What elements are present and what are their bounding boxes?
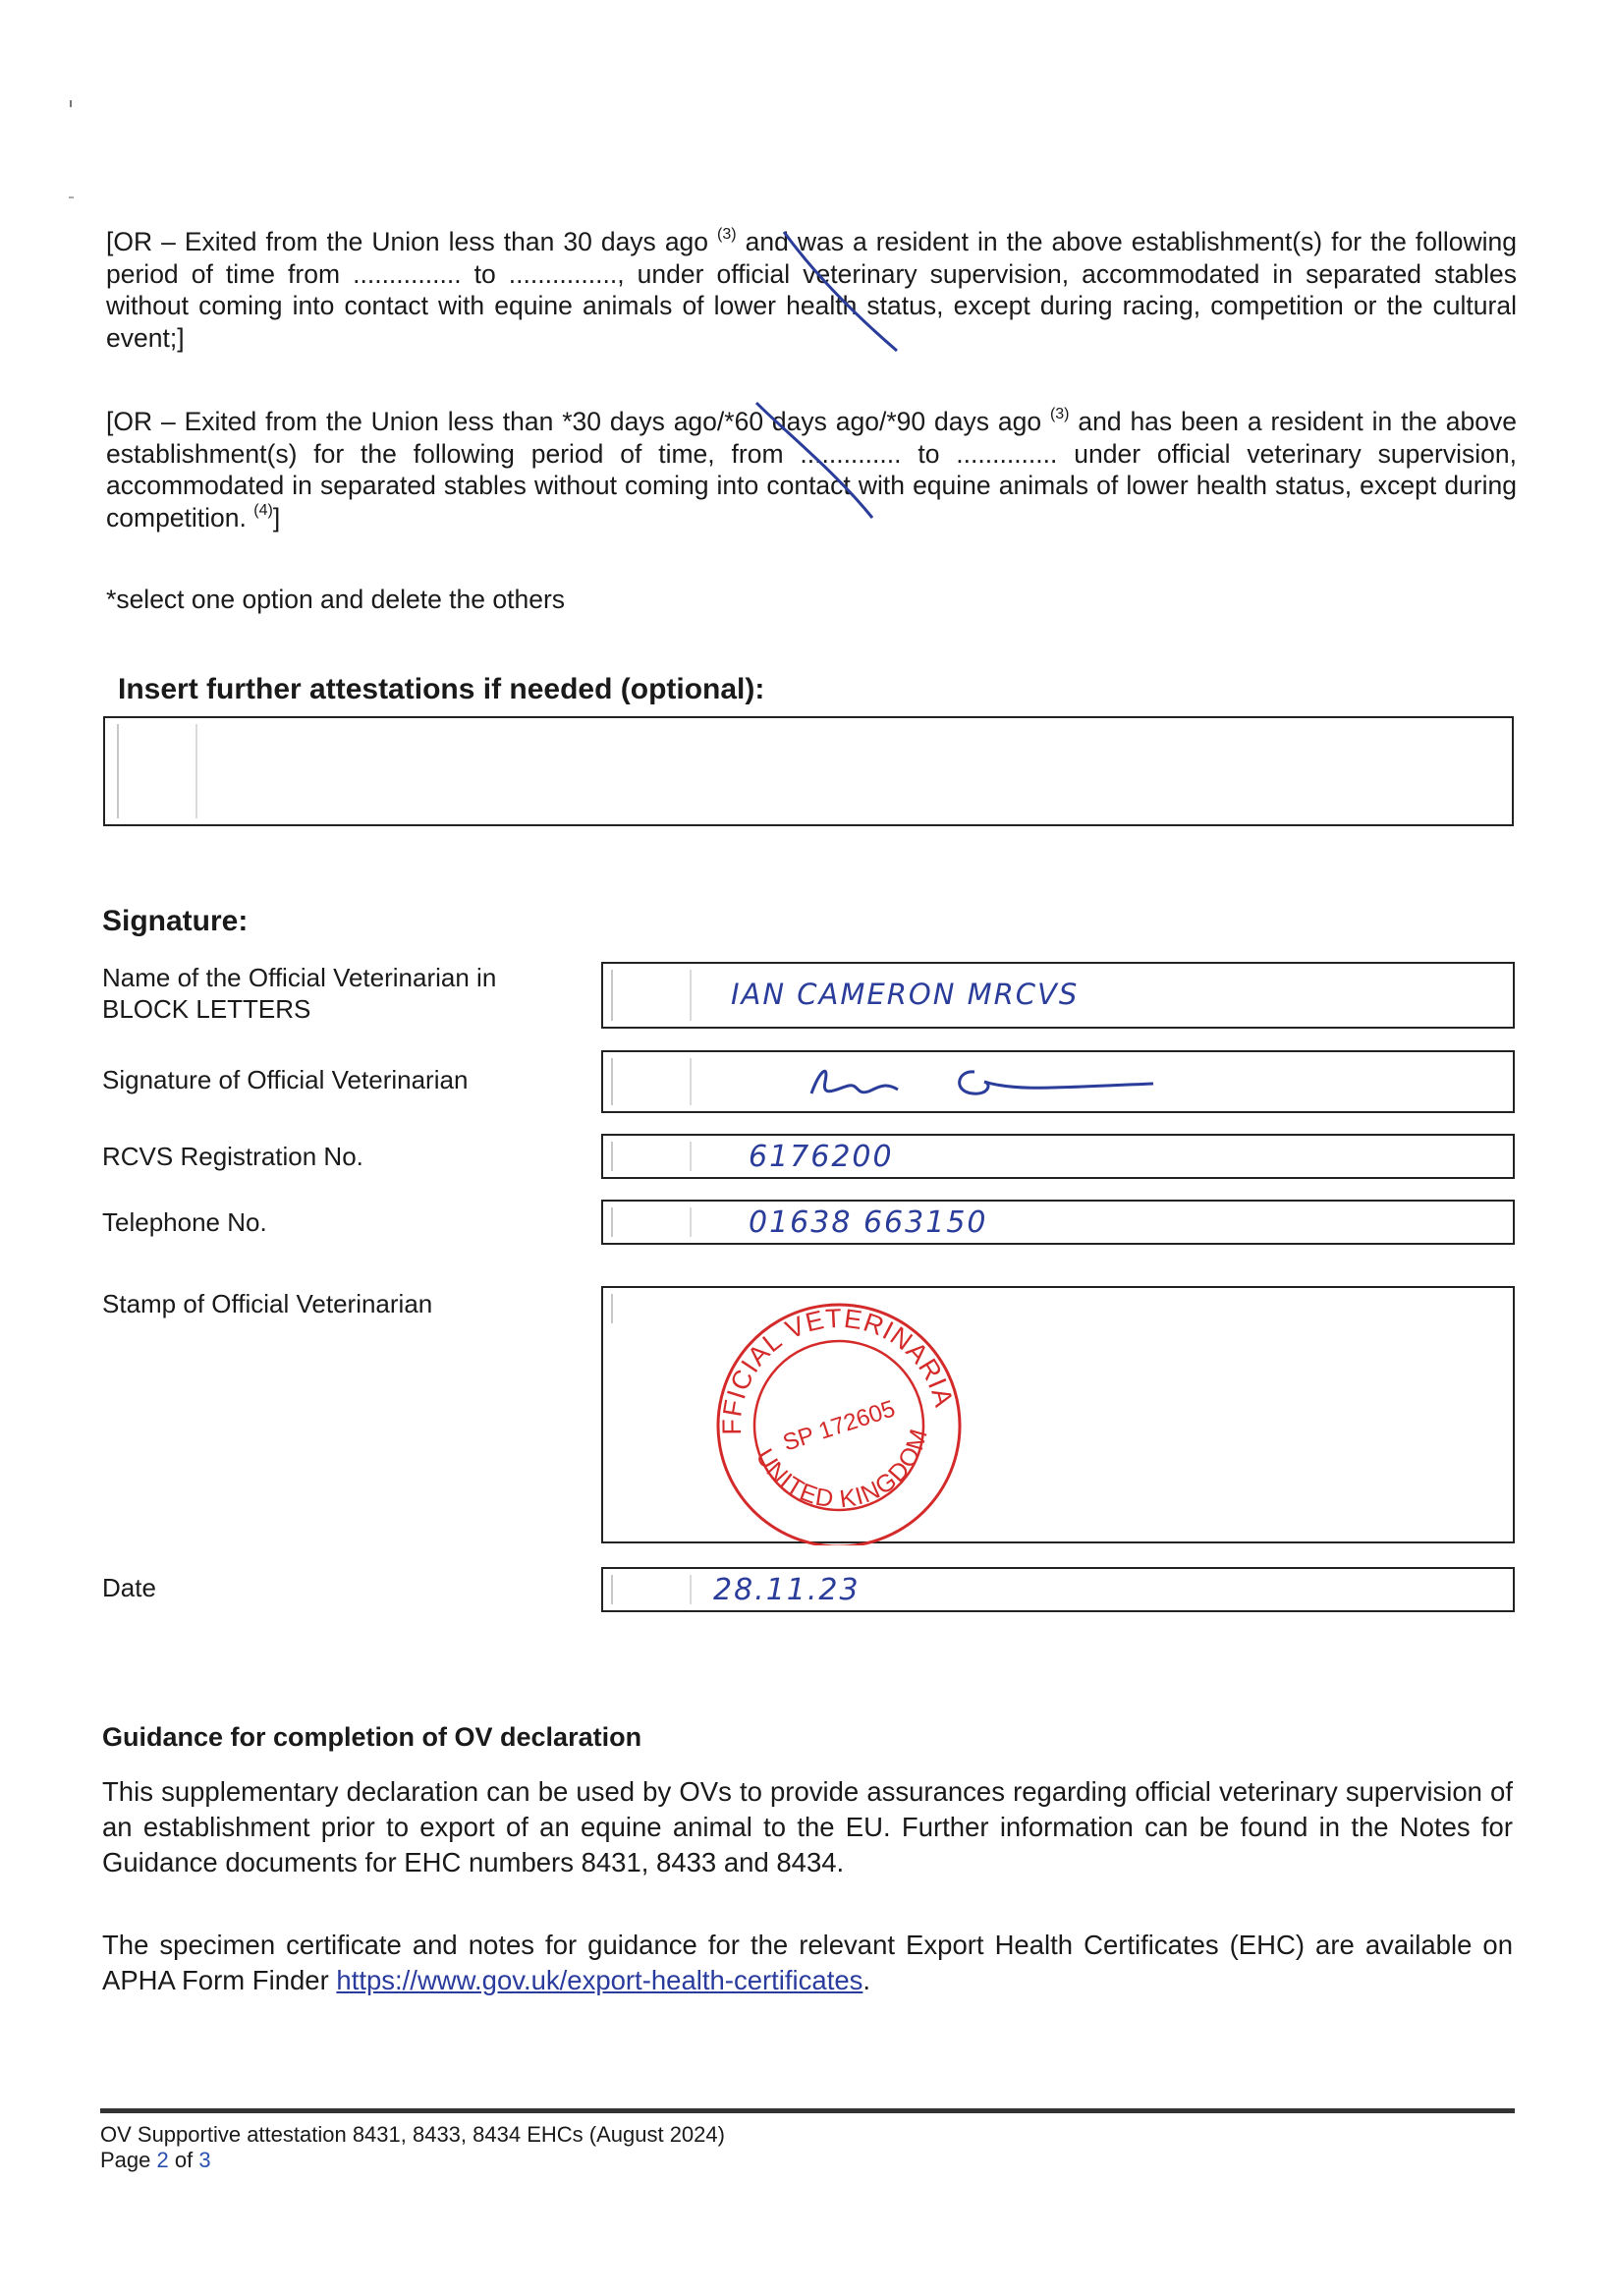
- date-value: 28.11.23: [713, 1573, 861, 1607]
- field-marker: [690, 1207, 692, 1237]
- further-attestations-heading: Insert further attestations if needed (optional):: [118, 673, 765, 705]
- stamp-label: Stamp of Official Veterinarian: [102, 1289, 433, 1318]
- field-marker: [195, 724, 197, 818]
- field-marker: [690, 1142, 692, 1171]
- guidance-heading: Guidance for completion of OV declaration: [102, 1722, 642, 1752]
- guidance-paragraph: This supplementary declaration can be used by OVs to provide assurances regarding official veterinary supervision of an establishment prior to export of an equine animal to the EU. Further information can be found in the Notes for Guidance documents for EHC numbers 8431, 8433 and 8434.: [102, 1776, 1513, 1877]
- select-option-note: *select one option and delete the others: [106, 585, 566, 614]
- strike-line-paragraph1: [784, 232, 897, 351]
- export-health-certificates-link[interactable]: https://www.gov.uk/export-health-certificates: [336, 1965, 863, 1995]
- telephone-value: 01638 663150: [749, 1205, 988, 1240]
- date-field[interactable]: [601, 1567, 1515, 1612]
- field-marker: [611, 1207, 613, 1237]
- field-marker: [117, 724, 119, 818]
- option-paragraph-30-60-90-days: [OR – Exited from the Union less than *30 days ago/*60 days ago/*90 days ago $^{(3)}$ and has been a resident in the above establishment(s) for the following period of time, from .............. to .............. under official veterinary supervision, accommodated in separated stables without coming into contact with equine animals of lower health status, except during competition. $^{(4)}$]: [106, 406, 1517, 532]
- field-marker: [611, 970, 613, 1021]
- option-paragraph-30-days: [OR – Exited from the Union less than 30 days ago $^{(3)}$ and was a resident in the above establishment(s) for the following period of time from ............... to ..............., under official veterinary supervision, accommodated in separated stables without coming into contact with equine animals of lower health status, except during racing, competition or the cultural event;]: [106, 226, 1518, 353]
- field-marker: [611, 1142, 613, 1171]
- field-marker: [611, 1575, 613, 1604]
- name-field[interactable]: [601, 962, 1515, 1029]
- signature-label: Signature of Official Veterinarian: [102, 1065, 469, 1094]
- handwritten-signature: [603, 1052, 1517, 1115]
- stamp-field[interactable]: [601, 1286, 1515, 1543]
- specimen-paragraph: The specimen certificate and notes for guidance for the relevant Export Health Certificates (EHC) are available on APHA Form Finder https://www.gov.uk/export-health-certificates.: [102, 1930, 1513, 1995]
- name-label: Name of the Official Veterinarian in BLOCK LETTERS: [102, 963, 497, 1024]
- field-marker: [690, 1575, 692, 1604]
- telephone-label: Telephone No.: [102, 1207, 267, 1237]
- date-label: Date: [102, 1573, 156, 1602]
- signature-field[interactable]: [601, 1050, 1515, 1113]
- official-stamp: [603, 1288, 1517, 1545]
- stamp-top-text: OFFICIAL VETERINARIAN: [716, 1303, 960, 1435]
- strike-line-paragraph2: [756, 403, 872, 518]
- field-marker: [690, 970, 692, 1021]
- footer-page-number: Page 2 of 3: [100, 2148, 211, 2172]
- telephone-field[interactable]: [601, 1200, 1515, 1245]
- name-value: IAN CAMERON MRCVS: [731, 978, 1080, 1011]
- rcvs-field[interactable]: [601, 1134, 1515, 1179]
- rcvs-value: 6176200: [749, 1140, 894, 1174]
- stamp-bottom-text: UNITED KINGDOM: [750, 1425, 933, 1514]
- footer-document-title: OV Supportive attestation 8431, 8433, 8434 EHCs (August 2024): [100, 2122, 725, 2147]
- stamp-code: SP 172605: [779, 1395, 899, 1457]
- signature-heading: Signature:: [102, 905, 249, 937]
- further-attestations-field[interactable]: [103, 716, 1514, 826]
- footer-divider: [100, 2108, 1515, 2113]
- rcvs-label: RCVS Registration No.: [102, 1142, 363, 1171]
